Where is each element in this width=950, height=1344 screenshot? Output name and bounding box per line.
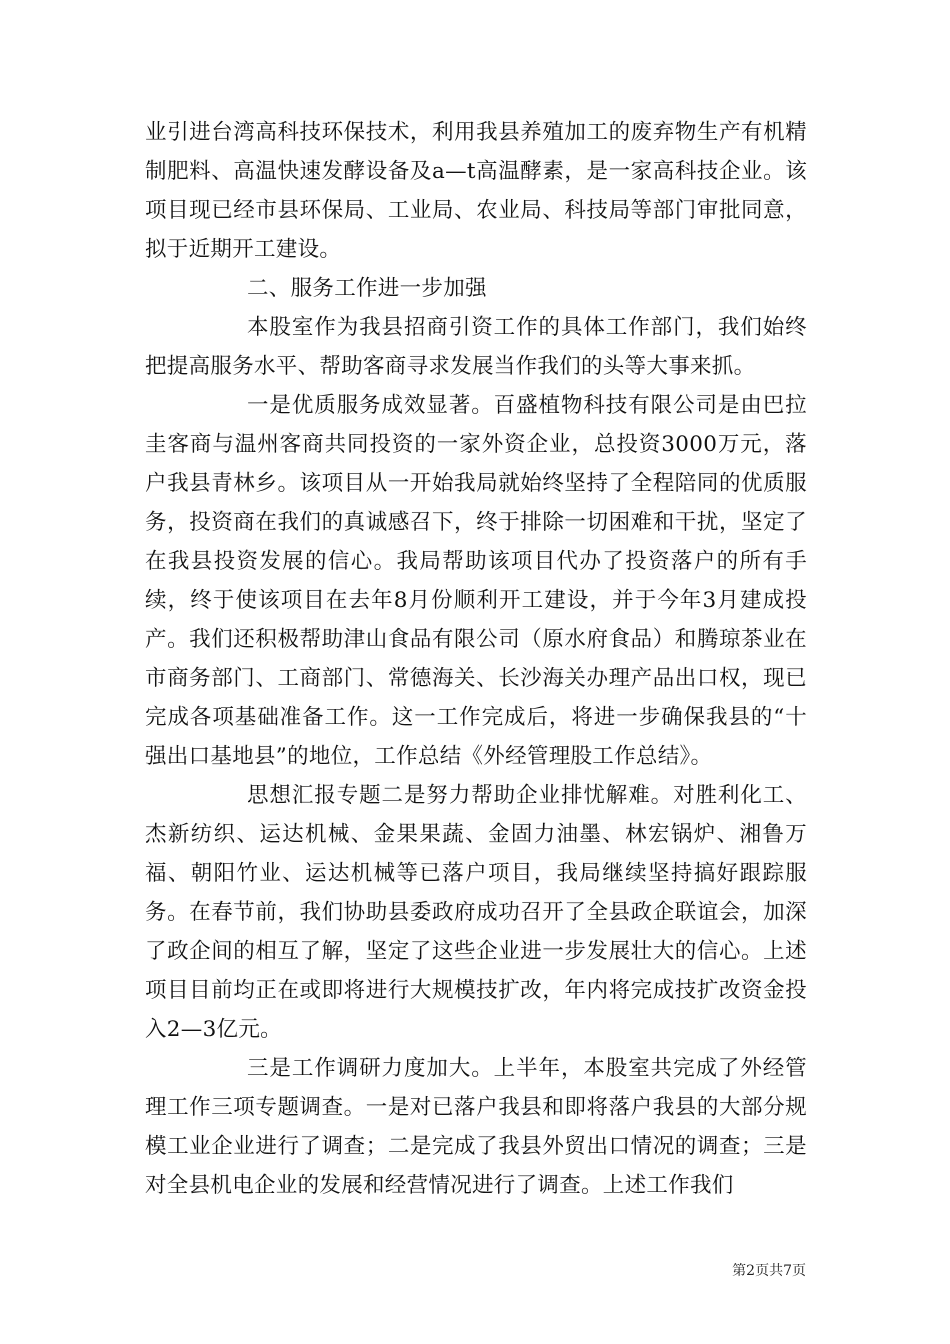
paragraph-department-role: 本股室作为我县招商引资工作的具体工作部门，我们始终把提高服务水平、帮助客商寻求发展当作我们的头等大事来抓。 (145, 315, 807, 379)
document-body (145, 113, 807, 1205)
paragraph-research: 三是工作调研力度加大。上半年，本股室共完成了外经管理工作三项专题调查。一是对已落户我县和即将落户我县的大部分规模工业企业进行了调查；二是完成了我县外贸出口情况的调查；三是对全县机电企业的发展和经营情况进行了调查。上述工作我们 (145, 1056, 807, 1198)
page-number-footer: 第2页共7页 (732, 1263, 806, 1279)
paragraph-quality-service: 一是优质服务成效显著。百盛植物科技有限公司是由巴拉圭客商与温州客商共同投资的一家外资企业，总投资3000万元，落户我县青林乡。该项目从一开始我局就始终坚持了全程陪同的优质服务，投资商在我们的真诚感召下，终于排除一切困难和干扰，坚定了在我县投资发展的信心。我局帮助该项目代办了投资落户的所有手续，终于使该项目在去年8月份顺利开工建设，并于今年3月建成投产。我们还积极帮助津山食品有限公司（原水府食品）和腾琼茶业在市商务部门、工商部门、常德海关、长沙海关办理产品出口权，现已完成各项基础准备工作。这一工作完成后，将进一步确保我县的“十强出口基地县”的地位，工作总结《外经管理股工作总结》。 (145, 393, 807, 769)
paragraph-continuation: 业引进台湾高科技环保技术，利用我县养殖加工的废弃物生产有机精制肥料、高温快速发酵设备及a—t高温酵素，是一家高科技企业。该项目现已经市县环保局、工业局、农业局、科技局等部门审批同意，拟于近期开工建设。 (145, 120, 807, 262)
paragraph-help-enterprises: 思想汇报专题二是努力帮助企业排忧解难。对胜利化工、杰新纺织、运达机械、金果果蔬、金固力油墨、林宏锅炉、湘鲁万福、朝阳竹业、运达机械等已落户项目，我局继续坚持搞好跟踪服务。在春节前，我们协助县委政府成功召开了全县政企联谊会，加深了政企间的相互了解，坚定了这些企业进一步发展壮大的信心。上述项目目前均正在或即将进行大规模技扩改，年内将完成技扩改资金投入2—3亿元。 (145, 783, 807, 1042)
section-heading-service: 二、服务工作进一步加强 (247, 276, 487, 301)
